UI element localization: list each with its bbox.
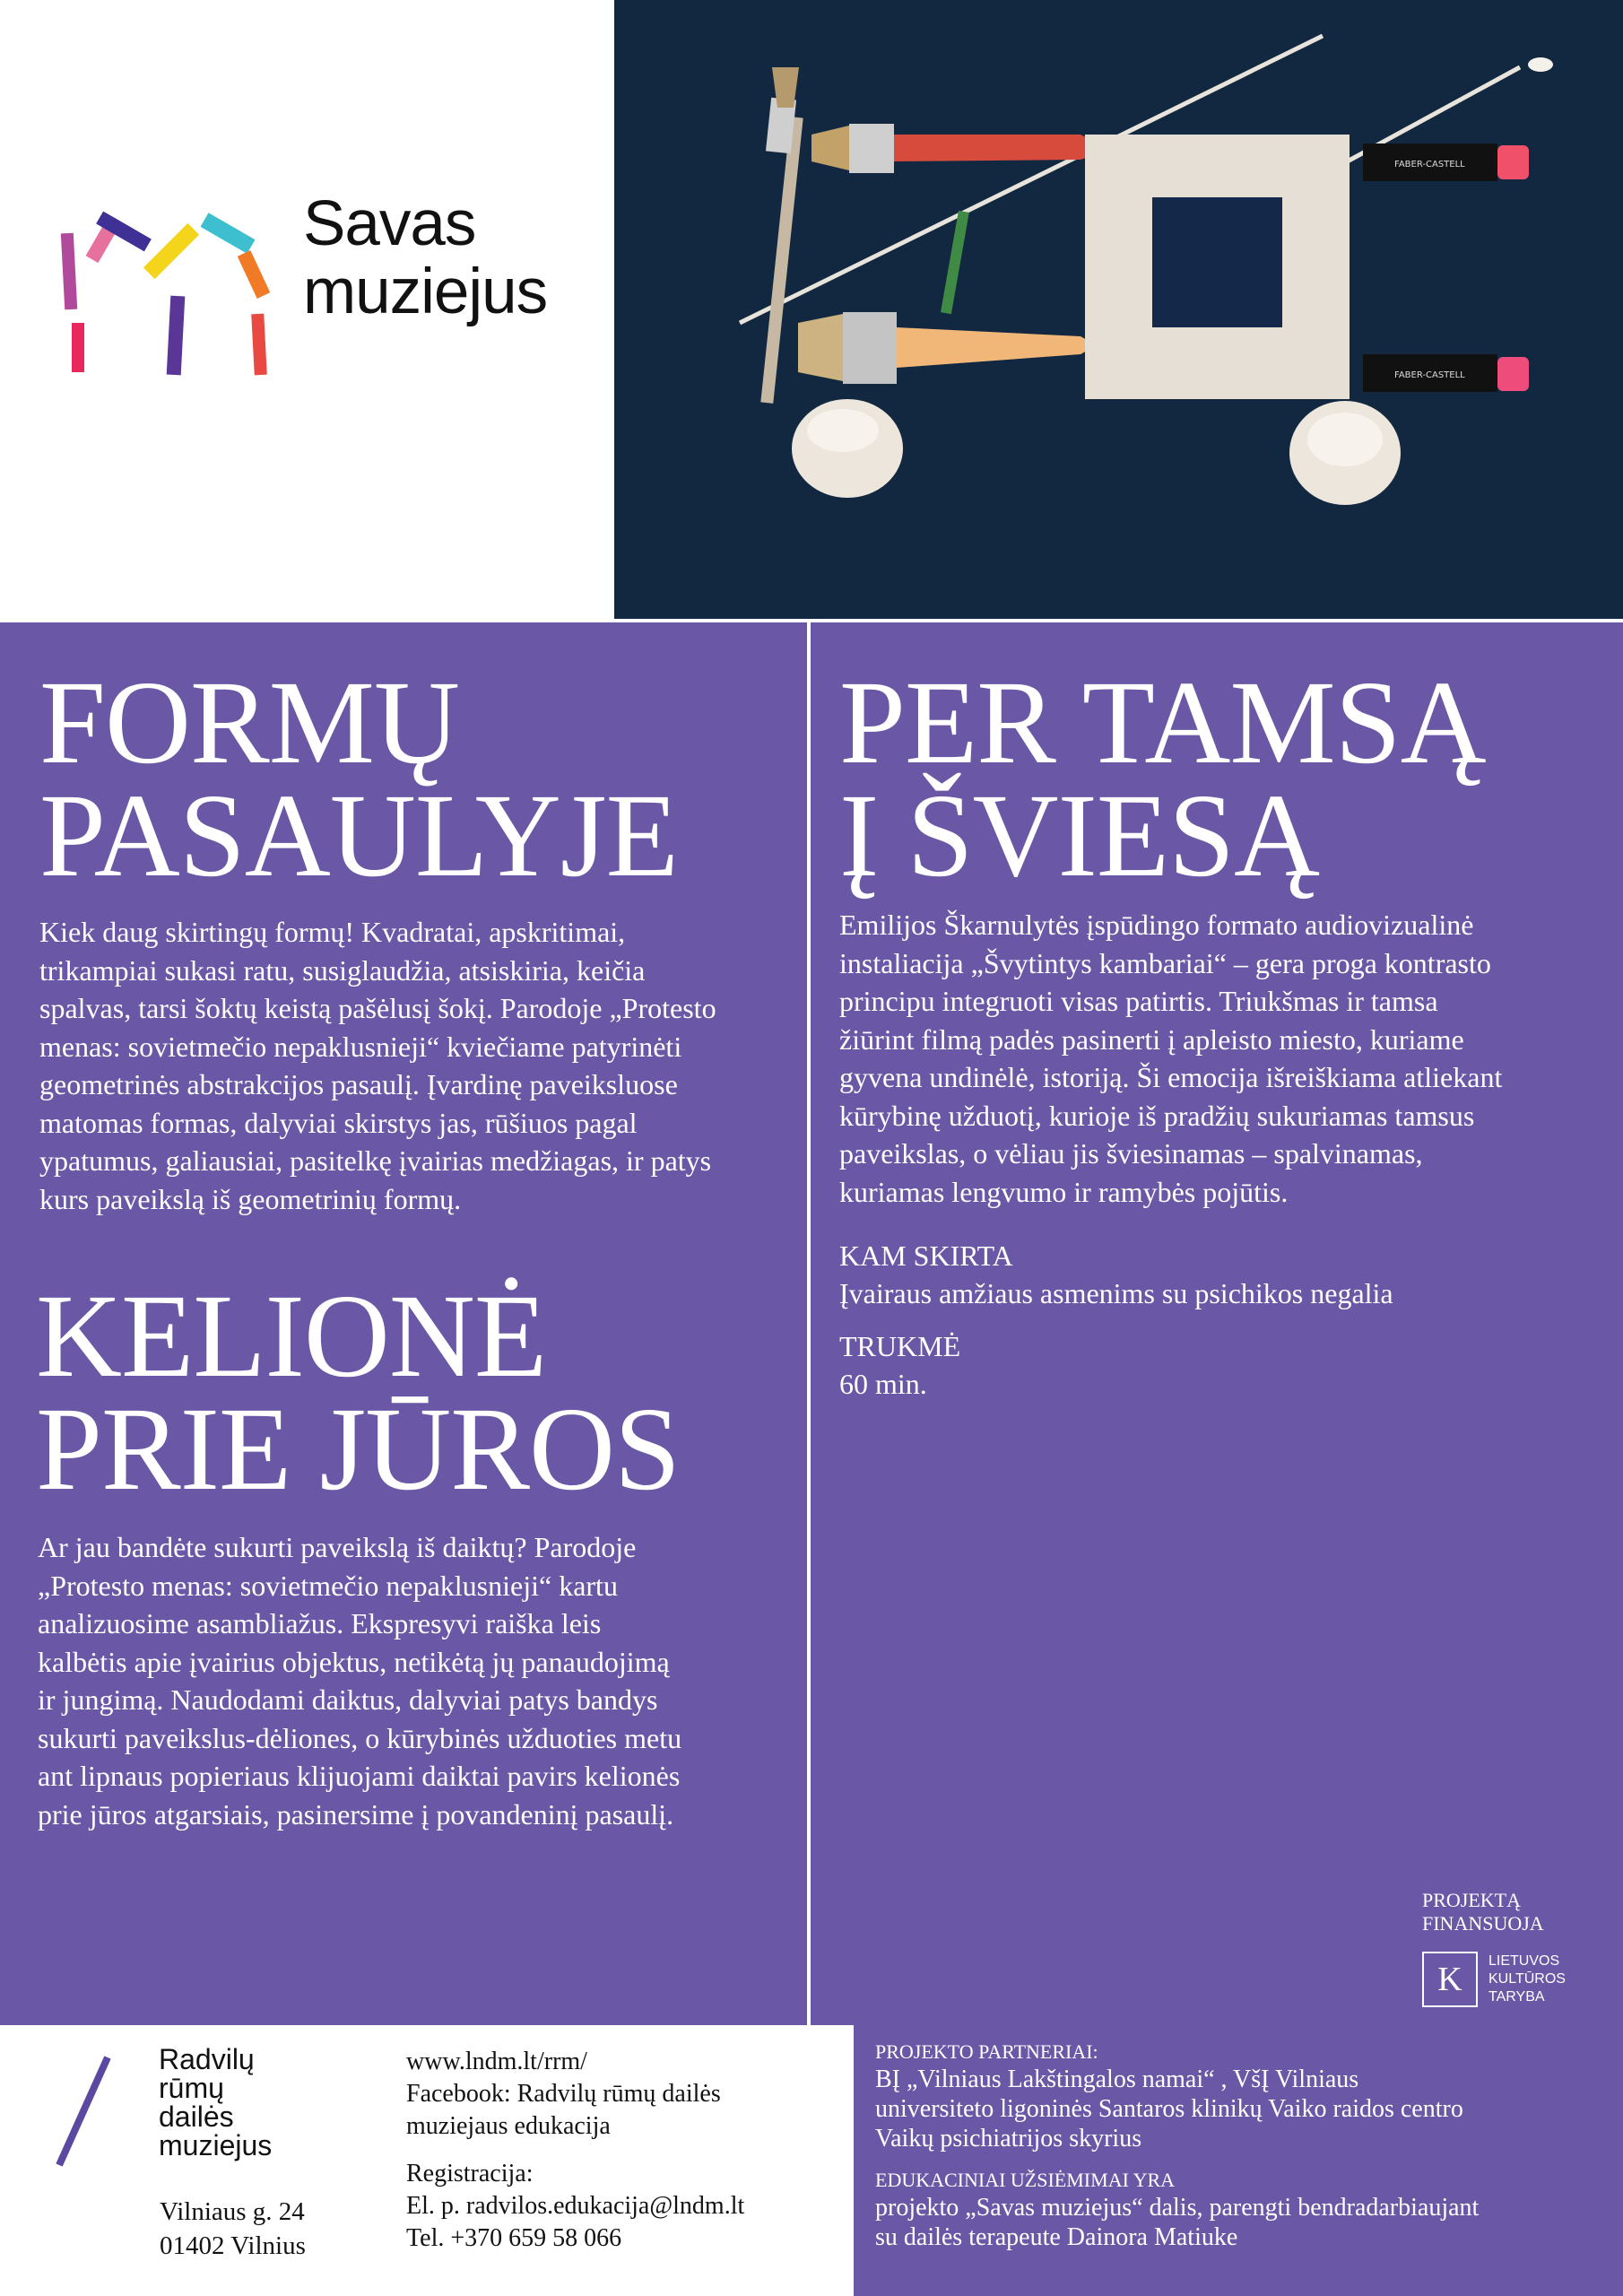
logo-line-1: Savas xyxy=(303,188,476,259)
funding-title-line: FINANSUOJA xyxy=(1422,1912,1544,1935)
section-title-formu-pasaulyje xyxy=(39,656,678,901)
body-line: ant lipnaus popieriaus klijuojami daiktai pavirs kelionės xyxy=(38,1760,681,1792)
body-line: žiūrint filmą padės pasinerti į apleisto miesto, kuriame xyxy=(839,1022,1464,1056)
body-line: kūrybinę užduotį, kurioje iš pradžių sukuriamas tamsus xyxy=(839,1099,1475,1132)
facebook-line[interactable]: Facebook: Radvilų rūmų dailės xyxy=(406,2080,721,2108)
body-line: menas: sovietmečio nepaklusnieji“ kviečiame patyrinėti xyxy=(39,1030,682,1063)
museum-name-line: rūmų xyxy=(159,2072,224,2104)
body-line: ir jungimą. Naudodami daiktus, dalyviai patys bandys xyxy=(38,1683,658,1716)
edu-title: EDUKACINIAI UŽSIĖMIMAI YRA xyxy=(875,2169,1176,2191)
logo-text xyxy=(303,190,547,326)
council-line: TARYBA xyxy=(1488,1989,1545,2005)
body-line: „Protesto menas: sovietmečio nepaklusnieji“ kartu xyxy=(38,1569,618,1602)
council-name xyxy=(1488,1952,1566,2006)
edu-text xyxy=(875,2193,1610,2252)
funding-title xyxy=(1422,1889,1566,1935)
section-title-per-tamsa xyxy=(839,656,1486,901)
title-line: PRIE JŪROS xyxy=(36,1382,680,1515)
body-line: Kiek daug skirtingų formų! Kvadratai, apskritimai, xyxy=(39,916,626,948)
body-line: kalbėtis apie įvairius objektus, netikėtą jų panaudojimą xyxy=(38,1645,670,1678)
section-title-kelione-prie-juros xyxy=(36,1269,680,1515)
partners-info xyxy=(875,2039,1610,2252)
section-body-formu-pasaulyje xyxy=(39,913,716,1218)
art-supplies-illustration xyxy=(614,0,1623,619)
council-line: LIETUVOS xyxy=(1488,1953,1560,1969)
title-line: Į ŠVIESĄ xyxy=(839,769,1320,901)
body-line: matomas formas, dalyviai skirstys jas, rūšiuos pagal xyxy=(39,1106,638,1139)
body-line: Emilijos Škarnulytės įspūdingo formato audiovizualinė xyxy=(839,909,1474,941)
partners-text xyxy=(875,2065,1610,2153)
address-line: Vilniaus g. 24 xyxy=(160,2197,305,2226)
museum-logo-name xyxy=(159,2045,272,2160)
body-line: spalvas, tarsi šoktų keistą pašėlusį šokį. Parodoje „Protesto xyxy=(39,992,716,1024)
body-line: prie jūros atgarsiais, pasinersime į povandeninį pasaulį. xyxy=(38,1797,674,1831)
body-line: sukurti paveikslus-dėliones, o kūrybinės užduoties metu xyxy=(38,1721,682,1754)
title-line: PASAULYJE xyxy=(39,769,678,901)
savas-muziejus-logo-icon xyxy=(54,202,287,381)
body-line: trikampiai sukasi ratu, susiglaudžia, atsiskiria, keičia xyxy=(39,953,646,987)
council-mark-letter: K xyxy=(1437,1961,1462,1998)
edu-line: projekto „Savas muziejus“ dalis, parengti bendradarbiaujant xyxy=(875,2194,1480,2222)
body-line: ypatumus, galiausiai, pasitelkę įvairias medžiagas, ir patys xyxy=(39,1144,712,1177)
audience-label: KAM SKIRTA xyxy=(839,1239,1013,1272)
body-line: Ar jau bandėte sukurti paveikslą iš daiktų? Parodoje xyxy=(38,1531,637,1563)
duration-value: 60 min. xyxy=(839,1368,927,1400)
registration-label: Registracija: xyxy=(406,2160,534,2187)
title-line: KELIONĖ xyxy=(36,1269,547,1402)
audience-value: Įvairaus amžiaus asmenims su psichikos negalia xyxy=(839,1277,1393,1309)
facebook-line[interactable]: muziejaus edukacija xyxy=(406,2112,611,2140)
right-panel xyxy=(811,622,1623,2025)
left-panel xyxy=(0,622,807,2025)
email-link[interactable]: El. p. radvilos.edukacija@lndm.lt xyxy=(406,2192,745,2220)
body-line: instaliacija „Švytintys kambariai“ – gera proga kontrasto xyxy=(839,946,1491,979)
council-k-icon xyxy=(1422,1952,1478,2007)
svg-text:FABER-CASTELL: FABER-CASTELL xyxy=(1394,370,1465,380)
body-line: principu integruoti visas patirtis. Triukšmas ir tamsa xyxy=(839,985,1438,1017)
museum-name-line: muziejus xyxy=(159,2129,273,2161)
museum-slash-icon xyxy=(52,2054,115,2170)
partners-title: PROJEKTO PARTNERIAI: xyxy=(875,2040,1098,2063)
phone-link[interactable]: Tel. +370 659 58 066 xyxy=(406,2224,622,2252)
address-line: 01402 Vilnius xyxy=(160,2231,306,2260)
museum-address xyxy=(160,2195,306,2263)
body-line: kuriamas lengvumo ir ramybės pojūtis. xyxy=(839,1175,1289,1208)
body-line: geometrinės abstrakcijos pasaulį. Įvardinę paveiksluose xyxy=(39,1068,678,1100)
edu-line: su dailės terapeute Dainora Matiuke xyxy=(875,2223,1238,2251)
website-link[interactable]: www.lndm.lt/rrm/ xyxy=(406,2048,587,2075)
svg-text:FABER-CASTELL: FABER-CASTELL xyxy=(1394,160,1465,170)
body-line: gyvena undinėlė, istoriją. Ši emocija išreiškiama atliekant xyxy=(839,1061,1503,1093)
contact-info xyxy=(406,2046,744,2255)
hero-photo xyxy=(614,0,1623,619)
funding-badge xyxy=(1422,1889,1566,2007)
partners-line: Vaikų psichiatrijos skyrius xyxy=(875,2125,1142,2152)
partners-line: BĮ „Vilniaus Lakštingalos namai“ , VšĮ Vilniaus xyxy=(875,2066,1359,2093)
funding-title-line: PROJEKTĄ xyxy=(1422,1889,1522,1911)
section-body-per-tamsa xyxy=(839,906,1502,1211)
partners-line: universiteto ligoninės Santaros klinikų Vaiko raidos centro xyxy=(875,2095,1463,2123)
culture-council-logo xyxy=(1422,1952,1566,2007)
body-line: kurs paveikslą iš geometrinių formų. xyxy=(39,1182,462,1215)
museum-name-line: Radvilų xyxy=(159,2043,255,2075)
title-line: FORMŲ xyxy=(39,656,460,788)
frame-icon xyxy=(1085,135,1350,399)
museum-name-line: dailės xyxy=(159,2100,234,2133)
body-line: analizuosime asambliažus. Ekspresyvi raiška leis xyxy=(38,1607,602,1639)
duration-label: TRUKMĖ xyxy=(839,1330,961,1362)
council-line: KULTŪROS xyxy=(1488,1971,1566,1987)
section-body-kelione-prie-juros xyxy=(38,1528,681,1833)
title-line: PER TAMSĄ xyxy=(839,656,1486,788)
body-line: paveikslas, o vėliau jis šviesinamas – spalvinamas, xyxy=(839,1137,1423,1170)
spacer xyxy=(406,2143,744,2158)
logo-line-2: muziejus xyxy=(303,257,548,327)
